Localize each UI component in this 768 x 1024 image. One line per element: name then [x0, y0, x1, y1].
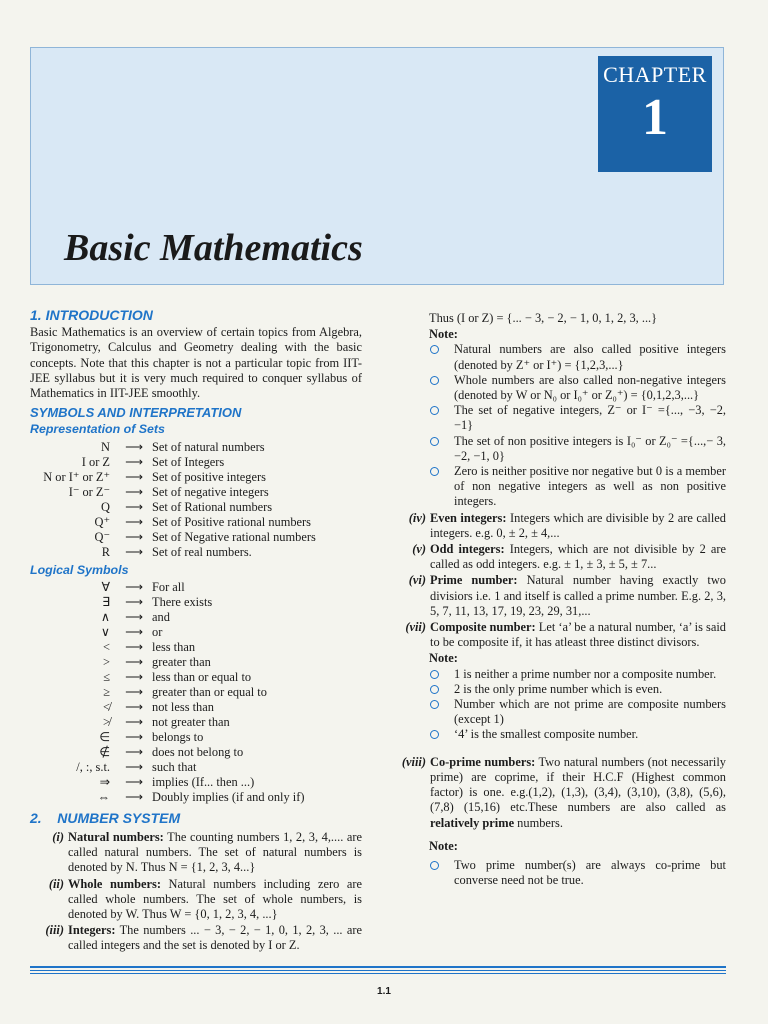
arrow-icon: ⟶ [125, 789, 143, 804]
item-roman: (iv) [408, 510, 426, 525]
symbol: N or I⁺ or Z⁺ [43, 469, 110, 484]
symbol: ⇔ [97, 789, 110, 804]
item-roman: (viii) [401, 754, 426, 769]
symbol-row [30, 545, 316, 560]
symbol-row [30, 455, 316, 470]
numbered-item [392, 620, 726, 650]
item-roman: (i) [52, 830, 64, 845]
item-roman: (iii) [45, 923, 64, 938]
item-text: Natural numbers including zero are called whole numbers. The set of whole numbers, is denoted by W. Thus W = {0, 1, 2, 3, 4, ...} [68, 876, 362, 922]
symbol: ∧ [100, 609, 110, 624]
note-label-2: Note: [429, 651, 458, 666]
intro-text: Basic Mathematics is an overview of certain topics from Algebra, Trigonometry, Calculus and Geometry dealing with the basic concepts. Note that this chapter is not a particular topic from IIT-JEE syllabus but it is very much required to conquer syllabus of Mathematics in IIT-JEE smoothly. [30, 325, 362, 401]
circle-bullet-icon [430, 730, 439, 739]
symbol-meaning: does not belong to [152, 744, 244, 759]
item-roman: (ii) [48, 876, 64, 891]
footer-rule-2 [30, 970, 726, 971]
note-item [430, 858, 726, 888]
symbol-row [30, 775, 304, 790]
numbered-item [30, 923, 362, 953]
chapter-label: CHAPTER [603, 62, 707, 87]
arrow-icon: ⟶ [125, 579, 143, 594]
note-text: Whole numbers are also called non-negative integers (denoted by W or N₀ or I₀⁺ or Z₀⁺) = {0,1,2,3,...} [454, 372, 726, 403]
chapter-number: 1 [642, 89, 668, 146]
number-system-items [30, 830, 362, 954]
arrow-icon: ⟶ [125, 684, 143, 699]
symbol: Q⁻ [94, 529, 110, 544]
note-text: Natural numbers are also called positive integers (denoted by Z⁺ or I⁺) = {1,2,3,...} [454, 342, 726, 372]
symbol: ⇒ [99, 774, 110, 789]
symbol: ∃ [102, 594, 110, 609]
symbol-row [30, 640, 304, 655]
symbol-meaning: Doubly implies (if and only if) [152, 789, 305, 804]
symbol-meaning: Set of natural numbers [152, 439, 265, 454]
note-item [430, 682, 726, 697]
symbol: /, :, s.t. [76, 759, 110, 774]
arrow-icon: ⟶ [125, 469, 143, 484]
symbol-row [30, 790, 304, 805]
symbol-meaning: Set of positive integers [152, 469, 266, 484]
numbered-item [30, 830, 362, 876]
arrow-icon: ⟶ [125, 759, 143, 774]
page-number: 1.1 [377, 986, 391, 997]
sets-table [30, 440, 316, 560]
item-text: Integers, which are not divisible by 2 are called as odd integers. e.g. ± 1, ± 3, ± 5, ± 7... [430, 542, 726, 572]
symbol-meaning: Set of Negative rational numbers [152, 529, 316, 544]
numbered-item [392, 542, 726, 572]
symbol-row [30, 530, 316, 545]
note-item [430, 667, 726, 682]
notes-list-3 [392, 858, 726, 888]
symbol: ∈ [99, 729, 110, 744]
intro-heading: 1. INTRODUCTION [30, 307, 153, 323]
circle-bullet-icon [430, 345, 439, 354]
logical-heading: Logical Symbols [30, 562, 129, 577]
note-text: ‘4’ is the smallest composite number. [454, 727, 639, 742]
notes-list-2 [392, 667, 726, 743]
symbol: ∀ [101, 579, 110, 594]
symbol-meaning: and [152, 609, 170, 624]
symbol-row [30, 670, 304, 685]
symbol: ≤ [103, 669, 110, 684]
note-item [430, 373, 726, 403]
item-text-a: Two natural numbers (not necessarily prime) are coprime, if their H.C.F (Highest common factor) is one. e.g.(1,2), (1,3), (3,4), (3,10), (3,8), (5,6), (7,8) (15,16) etc.These numbers are also called as [430, 754, 727, 815]
item-text: Let ‘a’ be a natural number, ‘a’ is said to be composite if, it has atleast three distinct divisors. [430, 620, 726, 650]
symbol: R [101, 544, 110, 559]
item-text: Natural number having exactly two divisiors i.e. 1 and itself is called a prime number. E.g. 2, 3, 5, 7, 11, 13, 17, 19, 23, 29, 31,... [430, 573, 726, 618]
symbol: ∨ [100, 624, 110, 639]
symbol-row [30, 500, 316, 515]
symbol: I or Z [81, 454, 110, 469]
symbol-meaning: not less than [152, 699, 214, 714]
arrow-icon: ⟶ [125, 714, 143, 729]
item-term: Even integers: [430, 510, 507, 525]
arrow-icon: ⟶ [125, 544, 143, 559]
arrow-icon: ⟶ [125, 594, 143, 609]
footer-rule-3 [30, 973, 726, 974]
item-term: Composite number: [430, 620, 536, 635]
item-term: Natural numbers: [68, 830, 164, 845]
symbol: N [101, 439, 110, 454]
symbol-meaning: such that [152, 759, 197, 774]
note-text: Number which are not prime are composite numbers (except 1) [454, 697, 726, 727]
symbol-meaning: less than or equal to [152, 669, 252, 684]
symbol-meaning: Set of Positive rational numbers [152, 514, 311, 529]
circle-bullet-icon [430, 685, 439, 694]
symbol-meaning: Set of Rational numbers [152, 499, 273, 514]
arrow-icon: ⟶ [125, 654, 143, 669]
note-item [430, 727, 726, 742]
arrow-icon: ⟶ [125, 484, 143, 499]
arrow-icon: ⟶ [125, 624, 143, 639]
item-roman: (vi) [408, 573, 426, 588]
circle-bullet-icon [430, 861, 439, 870]
item-text: Integers which are divisible by 2 are called integers. e.g. 0, ± 2, ± 4,... [430, 510, 726, 540]
symbol-row [30, 685, 304, 700]
note-text: The set of non positive integers is I₀⁻ or Z₀⁻ ={...,− 3, −2, −1, 0} [454, 433, 726, 463]
symbol: < [103, 639, 110, 654]
symbol-row [30, 595, 304, 610]
item-term: Odd integers: [430, 542, 505, 557]
symbol-row [30, 715, 304, 730]
note-item [430, 434, 726, 464]
item-term: Co-prime numbers: [430, 754, 536, 769]
note-item [430, 403, 726, 433]
notes-list-1 [392, 342, 726, 509]
integers-set-line: Thus (I or Z) = {... − 3, − 2, − 1, 0, 1, 2, 3, ...} [429, 311, 658, 325]
symbol-meaning: Set of real numbers. [152, 544, 252, 559]
symbol-meaning: Set of negative integers [152, 484, 269, 499]
note-label: Note: [429, 327, 458, 342]
numbered-item [392, 511, 726, 541]
note-item [430, 342, 726, 372]
item-text: The counting numbers 1, 2, 3, 4,.... are called natural numbers. The set of natural numbers is denoted by N. Thus N = {1, 2, 3, 4...} [68, 830, 362, 875]
symbol: ≥ [103, 684, 110, 699]
left-column [30, 308, 362, 954]
symbol-row [30, 470, 316, 485]
symbol: ≮ [103, 699, 110, 714]
symbol: Q⁺ [94, 514, 110, 529]
symbol-row [30, 625, 304, 640]
symbol-meaning: There exists [152, 594, 213, 609]
footer-rule-1 [30, 966, 726, 968]
circle-bullet-icon [430, 437, 439, 446]
symbol-meaning: greater than or equal to [152, 684, 267, 699]
arrow-icon: ⟶ [125, 514, 143, 529]
logical-table [30, 580, 304, 805]
symbol-row [30, 760, 304, 775]
symbol: I⁻ or Z⁻ [68, 484, 110, 499]
numbered-item [30, 877, 362, 923]
arrow-icon: ⟶ [125, 774, 143, 789]
item-bold: relatively prime [430, 815, 515, 830]
symbol: ∉ [99, 744, 110, 759]
item-text-b: numbers. [514, 815, 563, 830]
note-text: Zero is neither positive nor negative but 0 is a member of non negative integers as well as non positive integers. [454, 464, 726, 509]
sets-heading: Representation of Sets [30, 422, 165, 437]
right-items [392, 511, 726, 651]
symbol-row [30, 515, 316, 530]
note-text: Two prime number(s) are always co-prime but converse need not be true. [454, 857, 726, 888]
chapter-title: Basic Mathematics [64, 227, 363, 269]
number-system-heading: 2. NUMBER SYSTEM [30, 809, 181, 826]
symbol-meaning: belongs to [152, 729, 204, 744]
circle-bullet-icon [430, 467, 439, 476]
symbol: > [103, 654, 110, 669]
symbol-meaning: or [152, 624, 163, 639]
arrow-icon: ⟶ [125, 639, 143, 654]
symbol: Q [101, 499, 110, 514]
right-column [392, 311, 726, 888]
symbol-row [30, 700, 304, 715]
symbol-meaning: For all [152, 579, 185, 594]
symbol: ≯ [103, 714, 110, 729]
symbol-meaning: less than [152, 639, 196, 654]
symbol-meaning: not greater than [152, 714, 230, 729]
arrow-icon: ⟶ [125, 699, 143, 714]
symbol-row [30, 440, 316, 455]
item-term: Prime number: [430, 573, 518, 588]
symbol-row [30, 655, 304, 670]
symbol-row [30, 485, 316, 500]
arrow-icon: ⟶ [125, 529, 143, 544]
symbol-row [30, 580, 304, 595]
symbols-heading: SYMBOLS AND INTERPRETATION [30, 405, 242, 421]
arrow-icon: ⟶ [125, 439, 143, 454]
item-roman: (vii) [405, 620, 426, 635]
note-text: The set of negative integers, Z⁻ or I⁻ ={..., −3, −2, −1} [454, 403, 726, 433]
chapter-tab [598, 56, 712, 172]
circle-bullet-icon [430, 406, 439, 415]
item-text: The numbers ... − 3, − 2, − 1, 0, 1, 2, 3, ... are called integers and the set is denoted by I or Z. [68, 923, 362, 953]
symbol-meaning: greater than [152, 654, 211, 669]
arrow-icon: ⟶ [125, 609, 143, 624]
note-text: 1 is neither a prime number nor a composite number. [454, 666, 717, 681]
symbol-row [30, 730, 304, 745]
symbol-meaning: Set of Integers [152, 454, 225, 469]
arrow-icon: ⟶ [125, 729, 143, 744]
item-term: Integers: [68, 923, 116, 938]
note-text: 2 is the only prime number which is even. [454, 681, 663, 696]
note-item [430, 464, 726, 510]
symbol-row [30, 610, 304, 625]
symbol-meaning: implies (If... then ...) [152, 774, 255, 789]
arrow-icon: ⟶ [125, 669, 143, 684]
circle-bullet-icon [430, 700, 439, 709]
note-item [430, 697, 726, 727]
circle-bullet-icon [430, 670, 439, 679]
item-term: Whole numbers: [68, 876, 161, 891]
arrow-icon: ⟶ [125, 744, 143, 759]
symbol-row [30, 745, 304, 760]
note-label-3: Note: [429, 838, 458, 853]
arrow-icon: ⟶ [125, 454, 143, 469]
arrow-icon: ⟶ [125, 499, 143, 514]
item-roman: (v) [412, 542, 426, 557]
circle-bullet-icon [430, 376, 439, 385]
item-viii [392, 755, 726, 831]
numbered-item [392, 573, 726, 619]
